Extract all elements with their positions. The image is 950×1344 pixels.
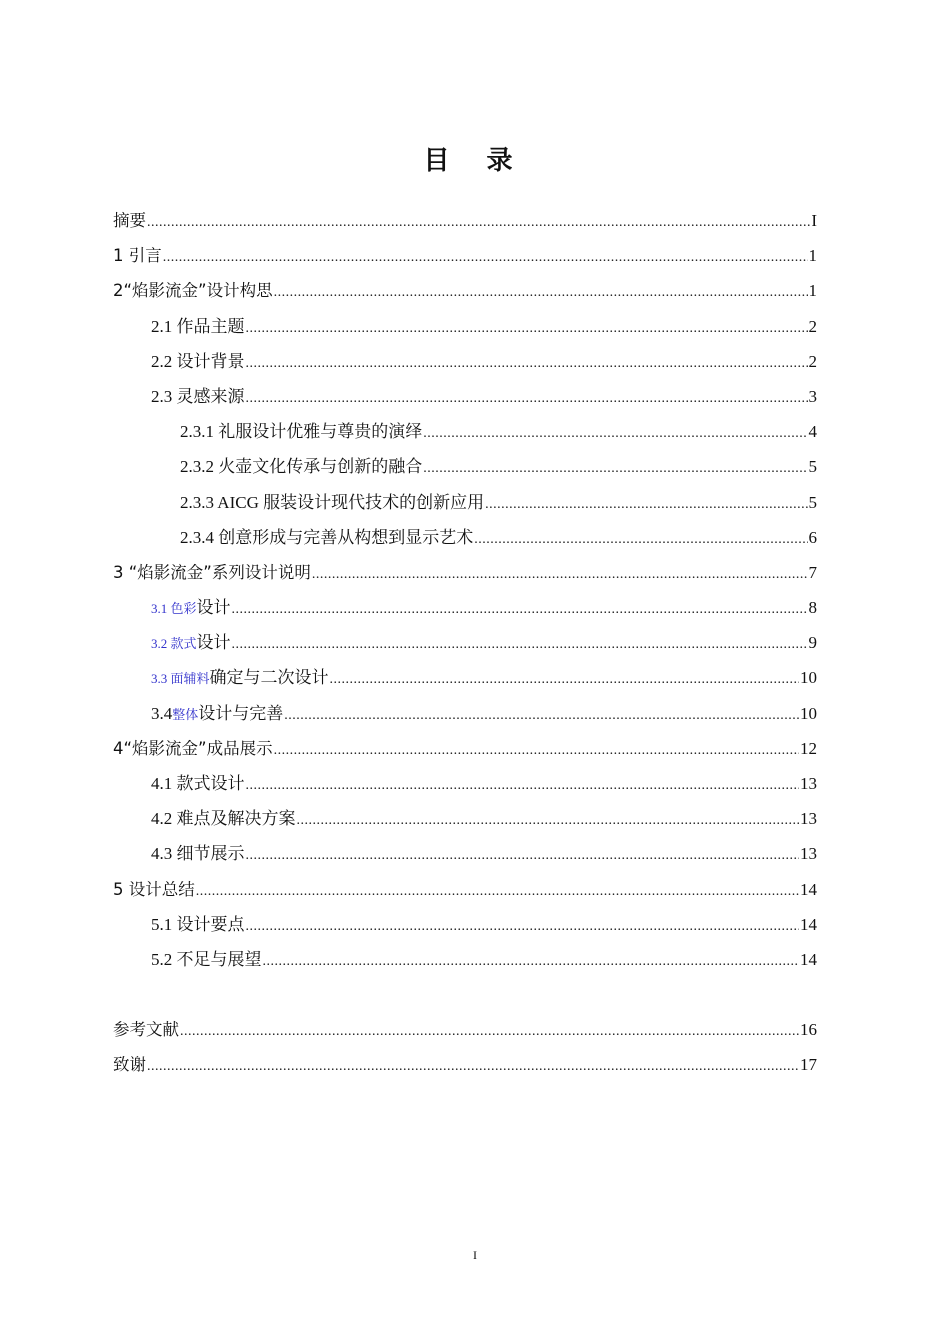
dot-leader: [474, 522, 807, 557]
dot-leader: [232, 627, 808, 662]
toc-entry[interactable]: [113, 485, 817, 520]
dot-leader: [423, 416, 807, 451]
dot-leader: [246, 346, 808, 381]
toc-entry-page: 12: [800, 738, 817, 758]
toc-entry-page: I: [811, 211, 817, 230]
toc-entry-label: 整体: [172, 706, 199, 722]
toc-entry[interactable]: [113, 555, 817, 590]
dot-leader: [232, 592, 808, 627]
toc-entry-label: 3.2 款式: [151, 636, 197, 652]
toc-entry-label: 设计: [196, 598, 231, 618]
toc-entry[interactable]: [113, 872, 817, 907]
dot-leader: [485, 487, 807, 522]
toc-entry-label: 2.1 作品主题: [151, 316, 245, 336]
toc-entry-page: 14: [800, 914, 817, 934]
toc-entry-label: 参考文献: [113, 1020, 179, 1040]
toc-entry[interactable]: [113, 520, 817, 555]
toc-entry[interactable]: [113, 836, 817, 871]
toc-entry-label: 5.1 设计要点: [151, 914, 245, 934]
table-of-contents: [113, 203, 817, 1083]
toc-entry-page: 2: [808, 351, 817, 371]
toc-entry[interactable]: [113, 907, 817, 942]
toc-entry-page: 13: [800, 844, 817, 864]
toc-entry-label: 2.2 设计背景: [151, 351, 245, 371]
toc-entry[interactable]: [113, 660, 817, 695]
dot-leader: [246, 381, 808, 416]
dot-leader: [246, 768, 800, 803]
toc-title: 目 录: [423, 146, 527, 176]
toc-entry-page: 10: [800, 703, 817, 723]
toc-entry-page: 7: [808, 562, 817, 582]
toc-entry-page: 5: [808, 457, 817, 477]
toc-entry-label: 摘要: [113, 211, 146, 230]
toc-entry-label: 3.3 面辅料: [151, 671, 210, 687]
toc-entry-page: 4: [808, 422, 817, 442]
toc-entry-page: 9: [808, 633, 817, 653]
toc-entry[interactable]: [113, 414, 817, 449]
dot-leader: [196, 874, 799, 909]
toc-entry[interactable]: [113, 625, 817, 660]
toc-entry-label: 致谢: [113, 1055, 146, 1075]
toc-entry[interactable]: [113, 309, 817, 344]
toc-entry[interactable]: [113, 731, 817, 766]
toc-entry-label: 2“焰影流金”设计构思: [113, 281, 273, 301]
toc-entry[interactable]: [113, 449, 817, 484]
toc-entry-page: 8: [808, 598, 817, 618]
toc-entry-label: 5 设计总结: [113, 879, 195, 899]
toc-entry[interactable]: [113, 1047, 817, 1082]
toc-entry-page: 10: [800, 668, 817, 688]
toc-entry-page: 6: [808, 527, 817, 547]
toc-entry-label: 1 引言: [113, 246, 162, 266]
dot-leader: [284, 698, 799, 733]
toc-entry-page: 1: [808, 246, 817, 266]
toc-entry-label: 2.3.1 礼服设计优雅与尊贵的演绎: [180, 422, 423, 442]
toc-entry[interactable]: [113, 1012, 817, 1047]
toc-entry-page: 14: [800, 879, 817, 899]
dot-leader: [147, 205, 810, 240]
toc-entry[interactable]: [113, 801, 817, 836]
toc-entry-page: 13: [800, 809, 817, 829]
toc-entry-label: 2.3.2 火壶文化传承与创新的融合: [180, 457, 423, 477]
toc-entry-page: 3: [808, 386, 817, 406]
dot-leader: [274, 733, 799, 768]
toc-entry-label: 2.3.4 创意形成与完善从构想到显示艺术: [180, 527, 474, 547]
toc-entry-label: 4.2 难点及解决方案: [151, 809, 296, 829]
toc-entry[interactable]: [113, 766, 817, 801]
dot-leader: [312, 557, 808, 592]
toc-entry[interactable]: [113, 590, 817, 625]
toc-entry-label: 3 “焰影流金”系列设计说明: [113, 562, 311, 582]
dot-leader: [330, 662, 799, 697]
dot-leader: [297, 803, 800, 838]
dot-leader: [274, 275, 808, 310]
dot-leader: [246, 909, 800, 944]
dot-leader: [147, 1049, 799, 1084]
toc-entry[interactable]: [113, 696, 817, 731]
dot-leader: [423, 451, 807, 486]
toc-entry-label: 5.2 不足与展望: [151, 949, 262, 969]
toc-entry-page: 14: [800, 949, 817, 969]
page-number: I: [473, 1248, 477, 1262]
toc-entry-label: 4.3 细节展示: [151, 844, 245, 864]
toc-entry-label: 设计: [196, 633, 231, 653]
toc-entry[interactable]: [113, 238, 817, 273]
toc-entry-label: 3.1 色彩: [151, 601, 197, 617]
toc-entry-label: 3.4: [151, 703, 173, 723]
toc-entry[interactable]: [113, 344, 817, 379]
toc-entry-label: 4“焰影流金”成品展示: [113, 738, 273, 758]
toc-entry-page: 1: [808, 281, 817, 301]
toc-entry-label: 4.1 款式设计: [151, 774, 245, 793]
toc-entry[interactable]: [113, 379, 817, 414]
toc-entry[interactable]: [113, 273, 817, 308]
toc-entry-page: 17: [800, 1055, 817, 1075]
toc-entry-page: 16: [800, 1020, 817, 1040]
toc-entry-label: 设计与完善: [198, 703, 284, 723]
toc-entry-page: 2: [808, 316, 817, 336]
toc-entry-label: 确定与二次设计: [209, 668, 329, 688]
toc-entry[interactable]: [113, 942, 817, 977]
dot-leader: [246, 838, 800, 873]
toc-entry-label: 2.3.3 AICG 服装设计现代技术的创新应用: [180, 492, 485, 512]
toc-entry-label: 2.3 灵感来源: [151, 386, 245, 406]
dot-leader: [263, 944, 800, 979]
dot-leader: [246, 311, 808, 346]
toc-entry-page: 5: [808, 492, 817, 512]
toc-entry-page: 13: [800, 774, 817, 793]
dot-leader: [163, 240, 808, 275]
toc-entry[interactable]: [113, 203, 817, 238]
dot-leader: [180, 1014, 799, 1049]
